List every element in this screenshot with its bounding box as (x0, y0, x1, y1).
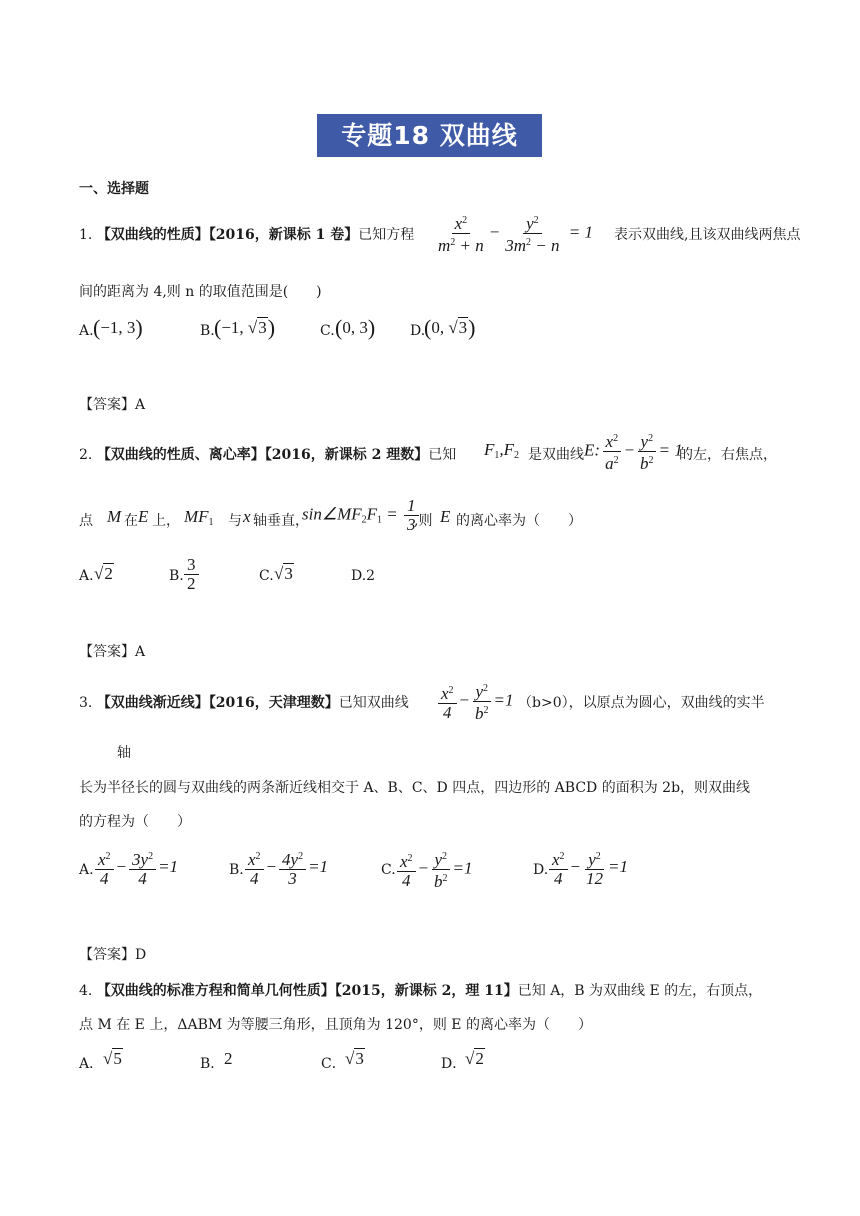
q3-tag: 【双曲线渐近线】 (96, 695, 209, 711)
q4-option-a-value: √5 (103, 1049, 122, 1068)
q3-line2: 轴 (117, 745, 131, 761)
q3-option-b-value: $\frac{x^2}{4}$ − $\frac{4y^2}{3}$ =1 (243, 848, 328, 888)
question-4 (79, 980, 762, 1000)
q1-post: 表示双曲线,且该双曲线两焦点 (614, 227, 801, 243)
q1-equation: $\frac{x^2}{m^2 + n}$ − $\frac{y^2}{3m^2 - n}$ = 1 (438, 214, 593, 255)
q2-mf1: $MF_1$ (184, 507, 214, 528)
q1-option-b-label: B. (200, 323, 215, 339)
q4-option-a-label: A． (79, 1056, 104, 1072)
q2-equation: E: $\frac{x^2}{a^2}$ − $\frac{y^2}{b^2}$ = 1 (584, 432, 683, 473)
q2-option-c-value: √3 (274, 564, 293, 583)
q2-number: 2. (79, 447, 93, 463)
q1-tag: 【双曲线的性质】 (96, 227, 209, 243)
q2-option-a-label: A. (79, 568, 94, 584)
q2-post: 的左，右焦点， (679, 447, 777, 463)
q2-l2d: 与 (228, 513, 242, 529)
q2-sine: $\sin\angle MF_2F_1$ = $\frac{1}{3}$ (302, 497, 421, 534)
q4-option-d-label: D． (441, 1056, 467, 1072)
q1-pre: 已知方程 (358, 227, 415, 243)
q3-option-a-value: $\frac{x^2}{4}$ − $\frac{3y^2}{4}$ =1 (93, 848, 178, 888)
q2-l2c: 上， (152, 513, 180, 529)
q2-mid: 是双曲线 (528, 447, 584, 463)
q2-option-c-label: C. (259, 568, 274, 584)
question-3 (79, 692, 409, 712)
q1-number: 1. (79, 227, 93, 243)
q4-option-c-label: C． (321, 1056, 346, 1072)
q3-option-a-label: A. (79, 862, 94, 878)
q2-l2e: 轴垂直， (253, 513, 309, 529)
q3-line3: 长为半径长的圆与双曲线的两条渐近线相交于 A、B、C、D 四点，四边形的 ABCD 的面积为 2b，则双曲线 (79, 780, 751, 796)
q2-line2 (79, 510, 93, 530)
q4-number: 4. (79, 983, 93, 999)
q3-option-b-label: B. (229, 862, 244, 878)
question-1 (79, 224, 414, 244)
q3-option-d-label: D. (533, 862, 549, 878)
q1-option-b-value: (−1, √3) (214, 315, 276, 340)
q1-option-c-value: (0, 3) (335, 315, 376, 340)
q4-option-d-value: √2 (465, 1049, 484, 1068)
q1-option-c-label: C. (320, 323, 335, 339)
q2-option-d-label: D.2 (351, 568, 376, 584)
q2-curve-e: E (138, 507, 149, 526)
q4-line2: 点 M 在 E 上，ΔABM 为等腰三角形，且顶角为 120°，则 E 的离心率为（ ） (79, 1017, 592, 1033)
q3-source: 【2016，天津理数】 (208, 695, 339, 711)
q2-option-b-value: $\frac{3}{2}$ (182, 556, 201, 593)
q2-option-a-value: √2 (94, 564, 113, 583)
q3-equation: $\frac{x^2}{4}$ − $\frac{y^2}{b^2}$ =1 (436, 680, 514, 723)
q1-option-a-value: (−1, 3) (93, 315, 143, 340)
q3-post: （b>0），以原点为圆心，双曲线的实半 (518, 695, 765, 711)
q1-option-d-value: (0, √3) (424, 315, 476, 340)
q2-l2g: 的离心率为（ ） (456, 513, 582, 529)
q4-tag: 【双曲线的标准方程和简单几何性质】 (96, 983, 335, 999)
q2-x: x (243, 507, 251, 526)
q2-tag: 【双曲线的性质、离心率】 (96, 447, 265, 463)
section-heading: 一、选择题 (79, 181, 149, 197)
q4-post: 已知 A，B 为双曲线 E 的左，右顶点， (517, 983, 763, 999)
q2-source: 【2016，新课标 2 理数】 (264, 447, 429, 463)
q2-l2f: ,则 (414, 513, 433, 529)
q3-pre: 已知双曲线 (338, 695, 409, 711)
q2-pre: 已知 (428, 447, 457, 463)
q1-option-d-label: D. (410, 323, 426, 339)
q4-option-b-label: B． (200, 1056, 225, 1072)
question-2 (79, 444, 456, 464)
q4-source: 【2015，新课标 2，理 11】 (334, 983, 518, 999)
q1-option-a-label: A. (79, 323, 94, 339)
q2-foci: $F_1,F_2$ (484, 440, 520, 461)
q2-option-b-label: B. (169, 568, 184, 584)
q3-number: 3. (79, 695, 93, 711)
q2-curve-e2: E (440, 507, 451, 526)
q2-l2b: 在 (124, 513, 138, 529)
q2-l2a: 点 (79, 513, 93, 529)
q2-answer: 【答案】A (79, 644, 146, 660)
q1-answer: 【答案】A (79, 397, 146, 413)
q2-point-m: M (107, 507, 122, 526)
q3-option-c-label: C. (381, 862, 396, 878)
q3-option-c-value: $\frac{x^2}{4}$ − $\frac{y^2}{b^2}$ =1 (395, 848, 473, 891)
q1-line2: 间的距离为 4,则 n 的取值范围是( ) (79, 284, 322, 300)
q4-option-b-value: 2 (224, 1049, 233, 1068)
q4-option-c-value: √3 (345, 1049, 364, 1068)
q3-answer: 【答案】D (79, 947, 147, 963)
title-banner: 专题18 双曲线 (317, 114, 542, 157)
q3-line4: 的方程为（ ） (79, 814, 191, 830)
q1-source: 【2016，新课标 1 卷】 (208, 227, 359, 243)
q3-option-d-value: $\frac{x^2}{4}$ − $\frac{y^2}{12}$ =1 (547, 848, 628, 888)
